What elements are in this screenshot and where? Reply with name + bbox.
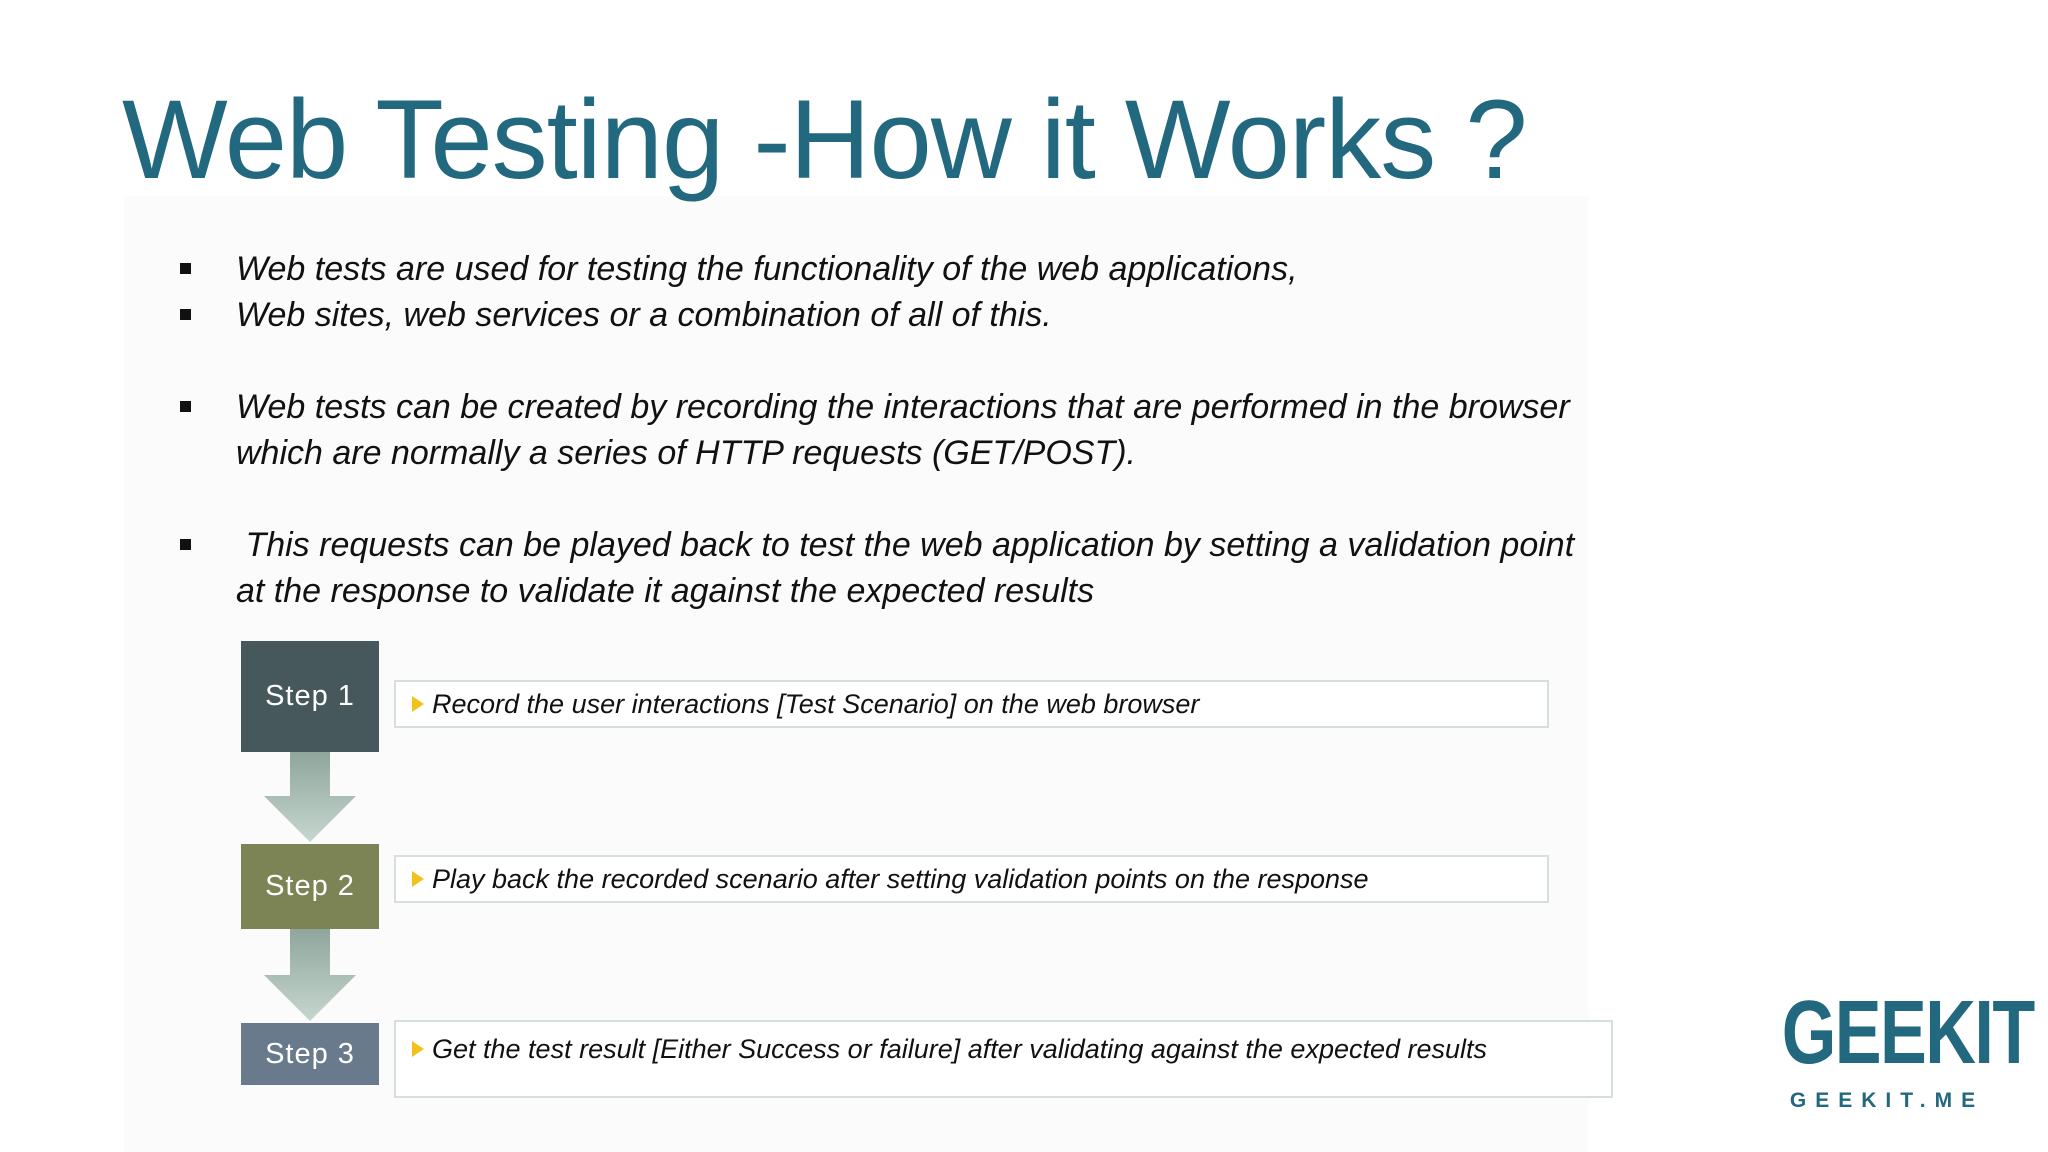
bullet-text: Web tests are used for testing the functionality of the web applications, <box>236 250 1298 288</box>
logo-wordmark-text: GEEKIT <box>1781 983 2034 1083</box>
step-1-box <box>241 641 379 752</box>
down-arrow-icon <box>262 752 358 844</box>
bullet-item <box>176 246 1576 292</box>
bullet-text: Web tests can be created by recording the interactions that are performed in the browser which are normally a series of HTTP requests (GET/POST). <box>236 388 1570 472</box>
bullet-item <box>176 522 1584 614</box>
arrow-bullet-icon <box>412 696 424 712</box>
bullet-text: Web sites, web services or a combination of all of this. <box>236 296 1052 334</box>
arrow-bullet-icon <box>412 871 424 887</box>
square-bullet-icon <box>180 401 191 412</box>
bullet-list <box>176 246 1584 614</box>
step-2-label: Step 2 <box>265 870 355 902</box>
bullet-item <box>176 384 1576 476</box>
step-1-description: Record the user interactions [Test Scenario] on the web browser <box>432 689 1200 719</box>
geekit-logo <box>1752 983 2034 1116</box>
down-arrow-icon <box>262 929 358 1023</box>
step-1-label: Step 1 <box>265 680 355 712</box>
square-bullet-icon <box>180 263 191 274</box>
step-1-description-box <box>394 680 1549 728</box>
square-bullet-icon <box>180 539 191 550</box>
bullet-item <box>176 292 1576 338</box>
step-2-description: Play back the recorded scenario after setting validation points on the response <box>432 864 1369 894</box>
logo-wordmark <box>1752 983 2034 1083</box>
slide-title: Web Testing -How it Works ? <box>122 77 1527 202</box>
step-3-description-box <box>394 1020 1613 1098</box>
step-2-description-box <box>394 855 1549 903</box>
square-bullet-icon <box>180 309 191 320</box>
step-3-description: Get the test result [Either Success or failure] after validating against the expected results <box>432 1034 1488 1064</box>
step-2-box <box>241 844 379 929</box>
bullet-text: This requests can be played back to test the web application by setting a validation point at the response to validate it against the expected results <box>236 526 1584 610</box>
logo-subtitle: GEEKIT.ME <box>1789 1089 1985 1112</box>
step-3-box <box>241 1023 379 1085</box>
arrow-bullet-icon <box>412 1041 424 1057</box>
step-3-label: Step 3 <box>265 1037 355 1070</box>
